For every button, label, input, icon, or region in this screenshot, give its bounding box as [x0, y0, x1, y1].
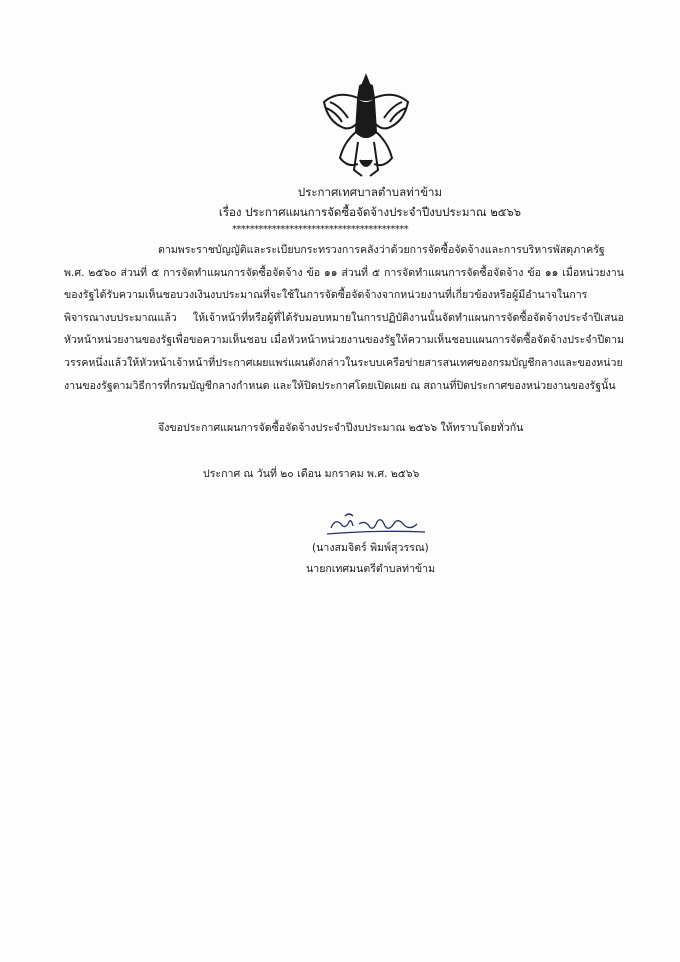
date-line: ประกาศ ณ วันที่ ๒๐ เดือน มกราคม พ.ศ. ๒๕๖๖: [203, 468, 420, 480]
signer-position: นายกเทศมนตรีตำบลท่าข้าม: [306, 563, 436, 575]
handwritten-signature: [325, 510, 435, 540]
subject-title: เรื่อง ประกาศแผนการจัดซื้อจัดจ้างประจำปีงบประมาณ ๒๕๖๖: [218, 205, 522, 219]
body-paragraph: ตามพระราชบัญญัติและระเบียบกระทรวงการคลังว่าด้วยการจัดซื้อจัดจ้างและการบริหารพัสดุภาครัฐ พ.ศ. ๒๕๖๐ ส่วนที่ ๕ การจัดทำแผนการจัดซื้อจัดจ้าง ข้อ ๑๑ ส่วนที่ ๕ การจัดทำแผนการจัดซื้อจัดจ้าง ข้อ ๑๑ เมื่อหน่วยงานของรัฐได้รับความเห็นชอบวงเงินงบประมาณที่จะใช้ในการจัดซื้อจัดจ้างจากหน่วยงานที่เกี่ยวข้องหรือผู้มีอำนาจในการพิจารณางบประมาณแล้ว ให้เจ้าหน้าที่หรือผู้ที่ได้รับมอบหมายในการปฏิบัติงานนั้นจัดทำแผนการจัดซื้อจัดจ้างประจำปีเสนอหัวหน้าหน่วยงานของรัฐเพื่อขอความเห็นชอบ เมื่อหัวหน้าหน่วยงานของรัฐให้ความเห็นชอบแผนการจัดซื้อจัดจ้างประจำปีตามวรรคหนึ่งแล้วให้หัวหน้าเจ้าหน้าที่ประกาศเผยแพร่แผนดังกล่าวในระบบเครือข่ายสารสนเทศของกรมบัญชีกลางและของหน่วยงานของรัฐตามวิธีการที่กรมบัญชีกลางกำหนด และให้ปิดประกาศโดยเปิดเผย ณ สถานที่ปิดประกาศของหน่วยงานของรัฐนั้น: [64, 244, 624, 392]
separator-line: ****************************************: [232, 224, 409, 235]
garuda-emblem-icon: [318, 72, 414, 180]
signer-name: (นางสมจิตร์ พิมพ์สุวรรณ): [312, 542, 429, 554]
announcement-body: [64, 239, 624, 397]
issuer-title: ประกาศเทศบาลตำบลท่าข้าม: [297, 185, 443, 199]
closing-line: จึงขอประกาศแผนการจัดซื้อจัดจ้างประจำปีงบประมาณ ๒๕๖๖ ให้ทราบโดยทั่วกัน: [158, 422, 524, 434]
